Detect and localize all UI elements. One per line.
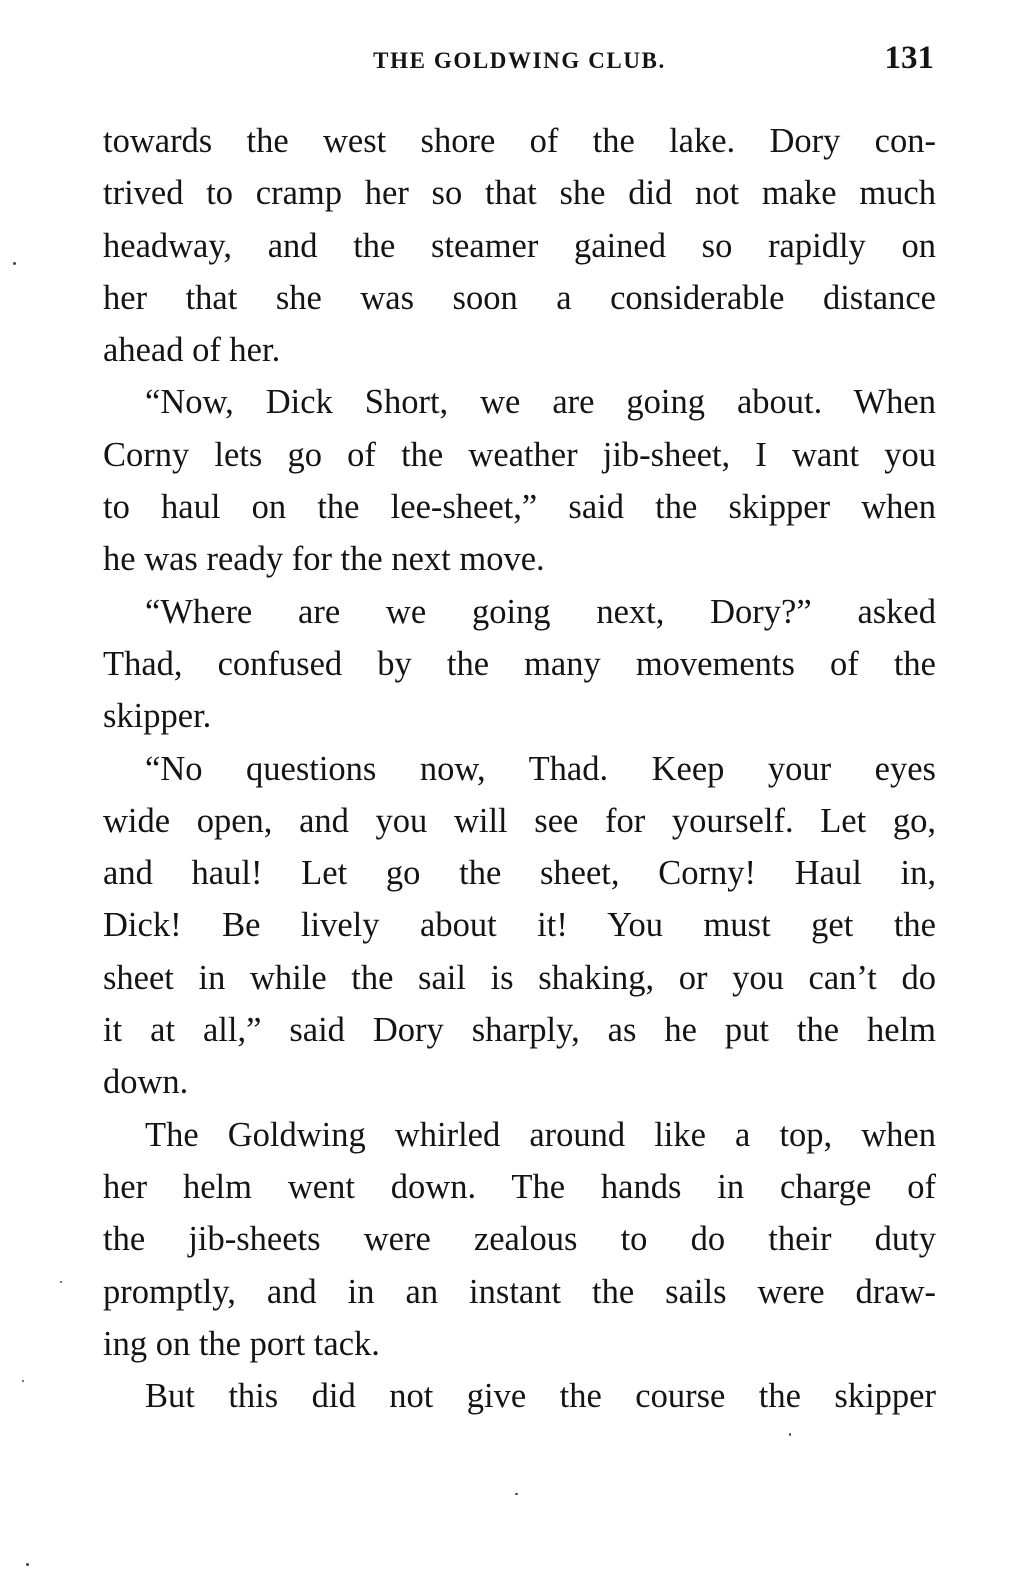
text-line: skipper. bbox=[103, 697, 212, 736]
scan-speck bbox=[22, 1380, 24, 1382]
scan-speck bbox=[13, 262, 16, 265]
text-line: her helm went down. The hands in charge of bbox=[103, 1167, 936, 1206]
text-line: promptly, and in an instant the sails were draw- bbox=[103, 1272, 936, 1311]
text-line: trived to cramp her so that she did not make much bbox=[103, 174, 936, 213]
text-line: wide open, and you will see for yourself. Let go, bbox=[103, 801, 936, 840]
text-line: the jib-sheets were zealous to do their duty bbox=[103, 1220, 936, 1259]
scan-speck bbox=[60, 1281, 62, 1283]
text-line: “No questions now, Thad. Keep your eyes bbox=[145, 749, 936, 788]
page-number: 131 bbox=[884, 40, 934, 76]
text-line: towards the west shore of the lake. Dory con- bbox=[103, 122, 936, 160]
text-line: Dick! Be lively about it! You must get the bbox=[103, 906, 936, 945]
scan-speck bbox=[789, 1433, 791, 1436]
scan-speck bbox=[515, 1493, 518, 1495]
text-line: down. bbox=[103, 1063, 189, 1102]
body-text bbox=[103, 115, 936, 1422]
text-line: headway, and the steamer gained so rapidly on bbox=[103, 226, 936, 265]
text-line: The Goldwing whirled around like a top, when bbox=[145, 1115, 936, 1154]
running-head bbox=[103, 36, 936, 86]
text-line: “Now, Dick Short, we are going about. When bbox=[145, 383, 936, 422]
running-title: THE GOLDWING CLUB. bbox=[373, 48, 666, 73]
text-line: “Where are we going next, Dory?” asked bbox=[145, 592, 936, 631]
text-line: ing on the port tack. bbox=[103, 1324, 380, 1363]
text-line: But this did not give the course the skipper bbox=[145, 1377, 936, 1416]
text-line: to haul on the lee-sheet,” said the skipper when bbox=[103, 488, 936, 527]
text-line: Thad, confused by the many movements of the bbox=[103, 644, 936, 683]
text-line: sheet in while the sail is shaking, or you can’t do bbox=[103, 958, 936, 997]
scan-speck bbox=[26, 1563, 29, 1566]
text-line: Corny lets go of the weather jib-sheet, I want you bbox=[103, 435, 936, 474]
text-line: her that she was soon a considerable distance bbox=[103, 278, 936, 317]
text-line: ahead of her. bbox=[103, 331, 281, 370]
text-line: it at all,” said Dory sharply, as he put the helm bbox=[103, 1011, 936, 1050]
text-line: he was ready for the next move. bbox=[103, 540, 545, 579]
text-line: and haul! Let go the sheet, Corny! Haul in, bbox=[103, 854, 936, 893]
